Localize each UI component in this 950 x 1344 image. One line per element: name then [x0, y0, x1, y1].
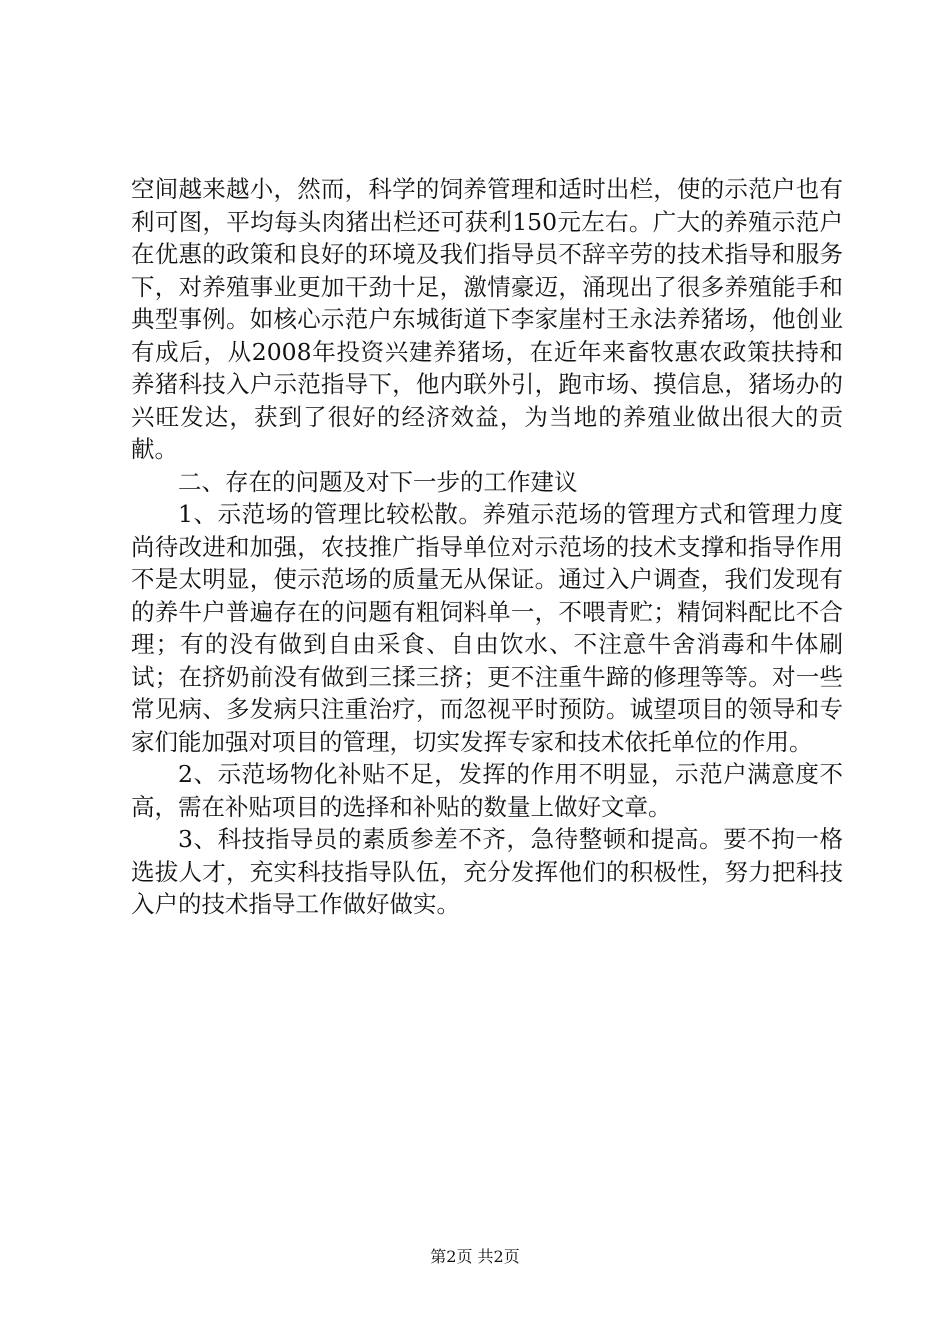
paragraph-item-3: 3、科技指导员的素质参差不齐，急待整顿和提高。要不拘一格选拔人才，充实科技指导队伍，充分发挥他们的积极性，努力把科技入户的技术指导工作做好做实。 — [131, 825, 843, 918]
paragraph-item-2: 2、示范场物化补贴不足，发挥的作用不明显，示范户满意度不高，需在补贴项目的选择和补贴的数量上做好文章。 — [131, 760, 843, 821]
section-heading: 二、存在的问题及对下一步的工作建议 — [178, 467, 578, 496]
paragraph-continued: 空间越来越小，然而，科学的饲养管理和适时出栏，使的示范户也有利可图，平均每头肉猪出栏还可获利150元左右。广大的养殖示范户在优惠的政策和良好的环境及我们指导员不辞辛劳的技术指导和服务下，对养殖事业更加干劲十足，激情豪迈，涌现出了很多养殖能手和典型事例。如核心示范户东城街道下李家崖村王永法养猪场，他创业有成后，从2008年投资兴建养猪场，在近年来畜牧惠农政策扶持和养猪科技入户示范指导下，他内联外引，跑市场、摸信息，猪场办的兴旺发达，获到了很好的经济效益，为当地的养殖业做出很大的贡献。 — [131, 175, 843, 463]
page-footer: 第2页 共2页 — [430, 1247, 520, 1266]
paragraph-item-1: 1、示范场的管理比较松散。养殖示范场的管理方式和管理力度尚待改进和加强，农技推广指导单位对示范场的技术支撑和指导作用不是太明显，使示范场的质量无从保证。通过入户调查，我们发现有的养牛户普遍存在的问题有粗饲料单一，不喂青贮；精饲料配比不合理；有的没有做到自由采食、自由饮水、不注意牛舍消毒和牛体刷试；在挤奶前没有做到三揉三挤；更不注重牛蹄的修理等等。对一些常见病、多发病只注重治疗，而忽视平时预防。诚望项目的领导和专家们能加强对项目的管理，切实发挥专家和技术依托单位的作用。 — [131, 500, 843, 756]
document-body — [131, 173, 843, 921]
